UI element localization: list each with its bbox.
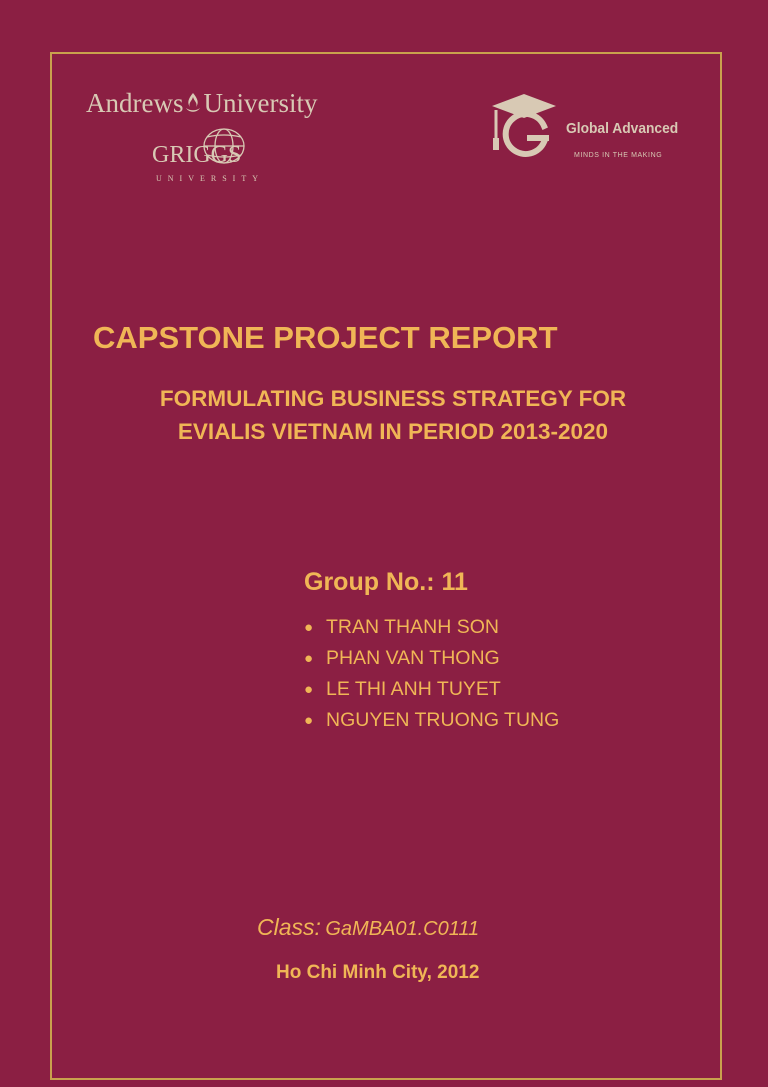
class-info: [257, 914, 479, 941]
global-advanced-name: Global Advanced: [566, 120, 679, 137]
group-number: Group No.: 11: [304, 568, 468, 596]
list-item: [302, 674, 559, 705]
griggs-logo: [152, 124, 272, 186]
andrews-word: Andrews: [86, 88, 184, 118]
bullet-icon: ●: [304, 619, 314, 636]
andrews-university-logo: [86, 88, 336, 188]
report-subtitle: [88, 382, 698, 448]
list-item: [302, 612, 559, 643]
class-label: Class:: [257, 914, 321, 940]
subtitle-line-2: EVIALIS VIETNAM IN PERIOD 2013-2020: [177, 419, 609, 444]
member-name: TRAN THANH SON: [326, 616, 499, 638]
bullet-icon: ●: [304, 650, 314, 667]
member-list: [302, 612, 559, 736]
bullet-icon: ●: [304, 712, 314, 729]
member-name: NGUYEN TRUONG TUNG: [326, 709, 560, 731]
member-name: LE THI ANH TUYET: [326, 678, 501, 700]
griggs-caption: UNIVERSITY: [156, 174, 264, 183]
bullet-icon: ●: [304, 681, 314, 698]
university-word: University: [203, 88, 318, 118]
global-advanced-logo: [486, 90, 706, 170]
andrews-university-wordmark: [86, 88, 317, 121]
class-code: GaMBA01.C0111: [325, 918, 480, 940]
subtitle-line-1: FORMULATING BUSINESS STRATEGY FOR: [159, 386, 627, 411]
graduation-cap-icon: [486, 90, 562, 162]
report-title: CAPSTONE PROJECT REPORT: [93, 320, 558, 355]
list-item: [302, 705, 559, 736]
flame-icon: [184, 90, 202, 121]
location-date: Ho Chi Minh City, 2012: [276, 962, 480, 983]
list-item: [302, 643, 559, 674]
member-name: PHAN VAN THONG: [326, 647, 500, 669]
griggs-wordmark: GRIGGS: [152, 142, 242, 168]
global-advanced-tagline: MINDS IN THE MAKING: [574, 152, 663, 159]
